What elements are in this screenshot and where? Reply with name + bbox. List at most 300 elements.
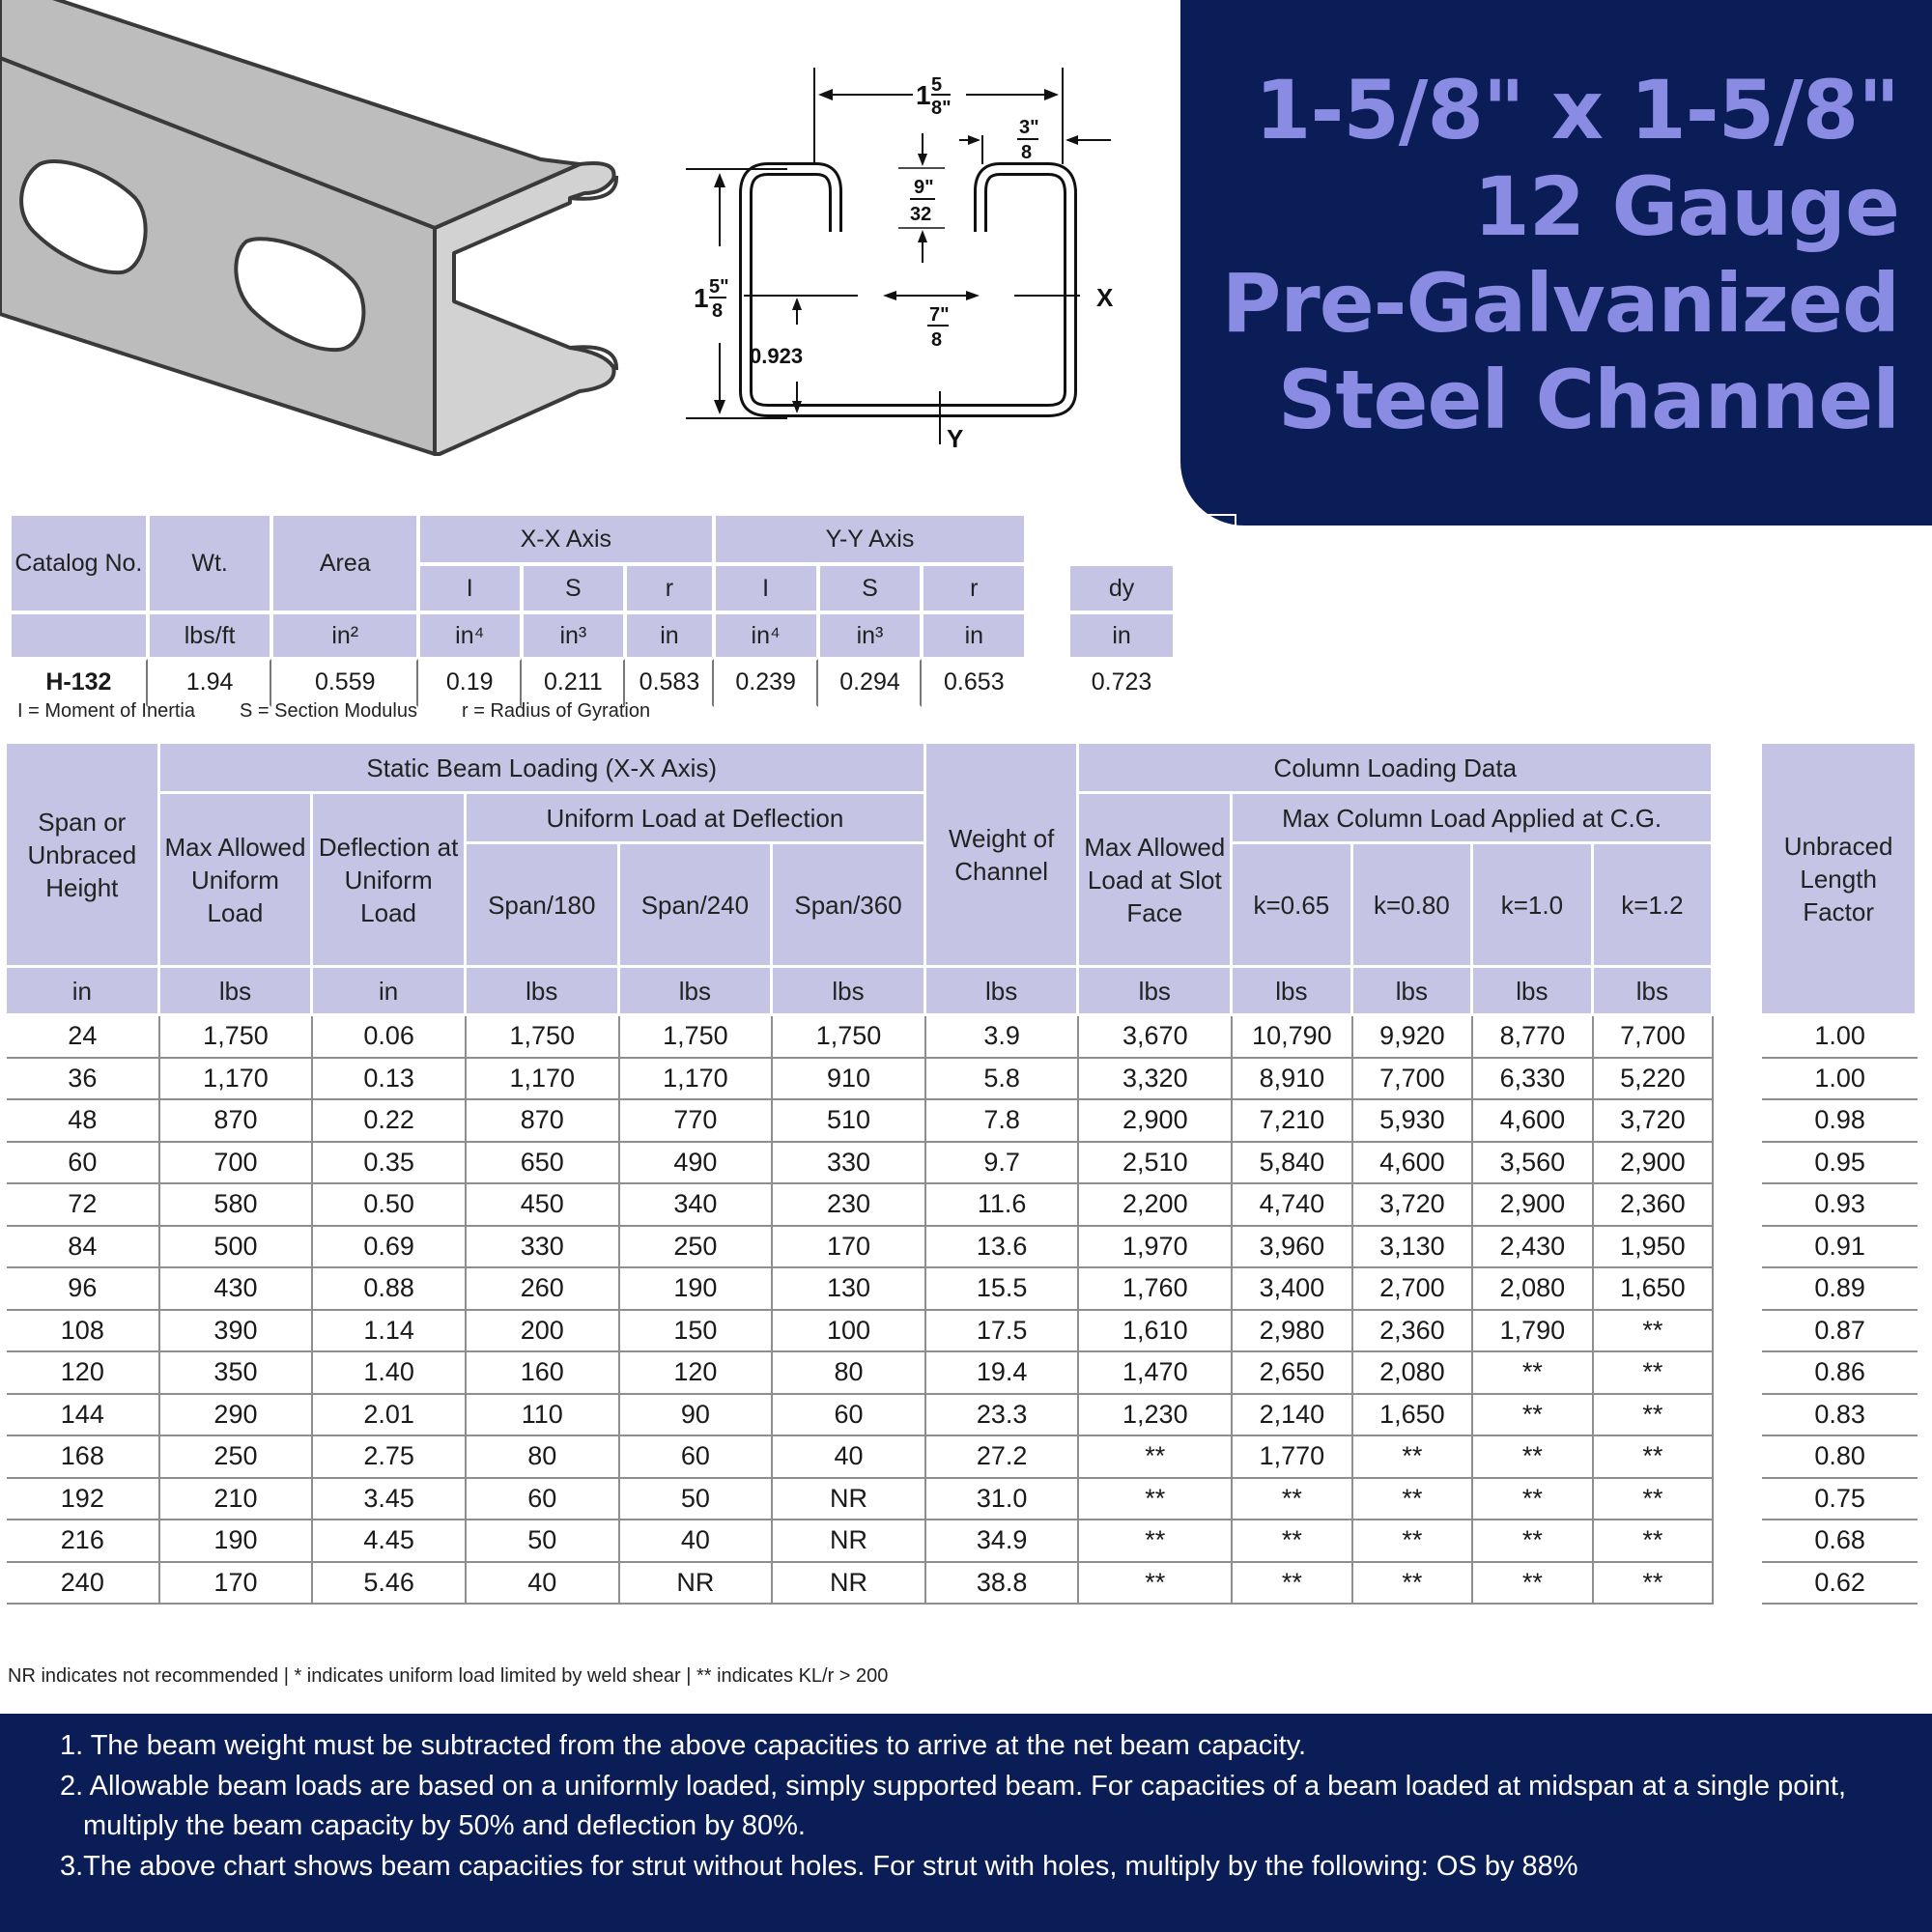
cell-deflection: 3.45 xyxy=(313,1479,467,1521)
cell-xx-r: 0.583 xyxy=(625,659,713,707)
cell-k10: 4,600 xyxy=(1473,1100,1594,1143)
cell-span: 24 xyxy=(7,1016,160,1059)
table-row xyxy=(7,1268,1918,1311)
cell-area: 0.559 xyxy=(271,659,417,707)
unit-yy-s: in³ xyxy=(818,612,923,659)
header-unbraced-factor: Unbraced Length Factor xyxy=(1762,744,1918,1016)
cell-k065: 3,960 xyxy=(1233,1227,1353,1269)
header-xx-r: r xyxy=(625,564,713,612)
table-row xyxy=(7,1352,1918,1395)
cell-span-360: 330 xyxy=(773,1143,926,1185)
cell-max-slot: 3,670 xyxy=(1079,1016,1233,1059)
cell-max-uniform: 250 xyxy=(160,1436,314,1479)
cell-deflection: 2.75 xyxy=(313,1436,467,1479)
cell-k10: 2,430 xyxy=(1473,1227,1594,1269)
cell-k12: ** xyxy=(1594,1311,1715,1353)
y-axis-label: Y xyxy=(947,424,964,453)
cell-deflection: 0.50 xyxy=(313,1184,467,1227)
cell-k080: 7,700 xyxy=(1353,1059,1474,1101)
cell-max-uniform: 290 xyxy=(160,1395,314,1437)
unit-xx-s: in³ xyxy=(522,612,626,659)
cell-span: 120 xyxy=(7,1352,160,1395)
cell-k10: ** xyxy=(1473,1436,1594,1479)
cell-k10: 1,790 xyxy=(1473,1311,1594,1353)
cell-unbraced-factor: 1.00 xyxy=(1762,1016,1918,1059)
unit-span-360: lbs xyxy=(773,968,926,1016)
cell-k080: ** xyxy=(1353,1520,1474,1563)
table-row xyxy=(7,1563,1918,1605)
column-gap xyxy=(1714,1268,1762,1311)
cell-k080: ** xyxy=(1353,1563,1474,1605)
cell-unbraced-factor: 0.86 xyxy=(1762,1352,1918,1395)
unit-max-uniform: lbs xyxy=(160,968,314,1016)
title-line-1: 1-5/8" x 1-5/8" xyxy=(1255,63,1899,157)
header-yy-s: S xyxy=(818,564,923,612)
cell-k065: 7,210 xyxy=(1233,1100,1353,1143)
cell-span-180: 40 xyxy=(467,1563,620,1605)
cell-weight: 11.6 xyxy=(926,1184,1080,1227)
width-label-whole: 1 xyxy=(916,80,931,110)
cell-max-uniform: 700 xyxy=(160,1143,314,1185)
header-weight-channel: Weight of Channel xyxy=(926,744,1080,968)
cell-k12: ** xyxy=(1594,1395,1715,1437)
cell-k12: ** xyxy=(1594,1352,1715,1395)
cell-max-uniform: 580 xyxy=(160,1184,314,1227)
cell-k065: 2,140 xyxy=(1233,1395,1353,1437)
cell-deflection: 0.88 xyxy=(313,1268,467,1311)
cell-deflection: 1.40 xyxy=(313,1352,467,1395)
unit-k080: lbs xyxy=(1353,968,1474,1016)
inner-label-num: 7" xyxy=(929,304,950,326)
channel-cross-section-diagram xyxy=(686,58,1130,464)
cell-unbraced-factor: 0.80 xyxy=(1762,1436,1918,1479)
table-row xyxy=(7,1016,1918,1059)
cell-unbraced-factor: 0.91 xyxy=(1762,1227,1918,1269)
column-gap xyxy=(1714,1436,1762,1479)
width-label-den: 8" xyxy=(931,98,952,119)
table-row xyxy=(7,1479,1918,1521)
cell-span: 36 xyxy=(7,1059,160,1101)
cell-k12: 5,220 xyxy=(1594,1059,1715,1101)
cell-k065: 10,790 xyxy=(1233,1016,1353,1059)
cell-span: 108 xyxy=(7,1311,160,1353)
cell-span: 216 xyxy=(7,1520,160,1563)
slot-label-num: 3" xyxy=(1019,117,1039,138)
cell-xx-s: 0.211 xyxy=(522,659,626,707)
column-gap xyxy=(1714,1395,1762,1437)
header-column-loading: Column Loading Data xyxy=(1079,744,1714,794)
unit-k12: lbs xyxy=(1594,968,1715,1016)
cell-deflection: 2.01 xyxy=(313,1395,467,1437)
loading-table-body xyxy=(7,1016,1918,1605)
cell-span-360: 230 xyxy=(773,1184,926,1227)
cell-k065: ** xyxy=(1233,1520,1353,1563)
cell-span-360: NR xyxy=(773,1520,926,1563)
note-2-cont: multiply the beam capacity by 50% and deflection by 80%. xyxy=(83,1810,806,1841)
cell-k10: ** xyxy=(1473,1395,1594,1437)
header-span: Span or Unbraced Height xyxy=(7,744,160,968)
cell-span-360: 100 xyxy=(773,1311,926,1353)
cell-catalog: H-132 xyxy=(10,659,148,707)
column-gap xyxy=(1714,1143,1762,1185)
cell-deflection: 0.06 xyxy=(313,1016,467,1059)
cell-max-slot: 1,470 xyxy=(1079,1352,1233,1395)
column-gap xyxy=(1714,1352,1762,1395)
cell-k10: 2,900 xyxy=(1473,1184,1594,1227)
cell-k080: 9,920 xyxy=(1353,1016,1474,1059)
cell-span-240: 340 xyxy=(620,1184,774,1227)
cell-weight: 13.6 xyxy=(926,1227,1080,1269)
cell-unbraced-factor: 0.62 xyxy=(1762,1563,1918,1605)
cell-span-180: 110 xyxy=(467,1395,620,1437)
cell-k12: 2,360 xyxy=(1594,1184,1715,1227)
header-k080: k=0.80 xyxy=(1353,844,1474,968)
title-block xyxy=(1180,0,1932,526)
cell-max-uniform: 1,750 xyxy=(160,1016,314,1059)
cell-span-240: 90 xyxy=(620,1395,774,1437)
header-span-180: Span/180 xyxy=(467,844,620,968)
cell-span-240: 490 xyxy=(620,1143,774,1185)
cell-max-uniform: 430 xyxy=(160,1268,314,1311)
header-span-360: Span/360 xyxy=(773,844,926,968)
cell-max-slot: 1,610 xyxy=(1079,1311,1233,1353)
cell-span-180: 80 xyxy=(467,1436,620,1479)
header-dy: dy xyxy=(1068,564,1175,612)
cell-span: 168 xyxy=(7,1436,160,1479)
unit-span: in xyxy=(7,968,160,1016)
note-1: 1. The beam weight must be subtracted from the above capacities to arrive at the net beam capacity. xyxy=(60,1730,1307,1761)
cell-span: 60 xyxy=(7,1143,160,1185)
cell-span-240: 1,170 xyxy=(620,1059,774,1101)
cell-span-240: 60 xyxy=(620,1436,774,1479)
cell-deflection: 5.46 xyxy=(313,1563,467,1605)
unit-weight: lbs/ft xyxy=(148,612,272,659)
cell-k080: 2,360 xyxy=(1353,1311,1474,1353)
height-label-whole: 1 xyxy=(694,283,709,313)
cell-k080: 3,720 xyxy=(1353,1184,1474,1227)
cell-deflection: 0.35 xyxy=(313,1143,467,1185)
cell-xx-i: 0.19 xyxy=(418,659,522,707)
cell-span-240: NR xyxy=(620,1563,774,1605)
section-properties-table xyxy=(10,514,1236,707)
cell-k080: ** xyxy=(1353,1436,1474,1479)
cell-unbraced-factor: 0.98 xyxy=(1762,1100,1918,1143)
cell-unbraced-factor: 0.68 xyxy=(1762,1520,1918,1563)
cell-max-slot: 2,510 xyxy=(1079,1143,1233,1185)
width-label-num: 5 xyxy=(931,74,943,96)
header-xx-i: I xyxy=(418,564,522,612)
cell-span-360: 40 xyxy=(773,1436,926,1479)
cell-k12: 2,900 xyxy=(1594,1143,1715,1185)
note-3: 3.The above chart shows beam capacities for strut without holes. For strut with holes, multiply by the following: OS by 88% xyxy=(60,1851,1578,1882)
cell-k065: ** xyxy=(1233,1479,1353,1521)
cell-k080: 3,130 xyxy=(1353,1227,1474,1269)
unit-area: in² xyxy=(271,612,417,659)
title-line-2: 12 Gauge xyxy=(1473,159,1899,254)
unit-xx-r: in xyxy=(625,612,713,659)
cell-k10: 2,080 xyxy=(1473,1268,1594,1311)
column-gap xyxy=(1714,1227,1762,1269)
cell-k10: ** xyxy=(1473,1563,1594,1605)
cell-k065: 2,650 xyxy=(1233,1352,1353,1395)
table-row xyxy=(7,1227,1918,1269)
cell-span-180: 50 xyxy=(467,1520,620,1563)
cell-max-uniform: 350 xyxy=(160,1352,314,1395)
column-gap xyxy=(1714,1520,1762,1563)
cell-span-180: 60 xyxy=(467,1479,620,1521)
lip-label-den: 32 xyxy=(910,204,932,225)
header-k065: k=0.65 xyxy=(1233,844,1353,968)
title-line-3: Pre-Galvanized xyxy=(1221,256,1899,351)
unit-xx-i: in⁴ xyxy=(418,612,522,659)
cell-k065: 5,840 xyxy=(1233,1143,1353,1185)
slot-label-den: 8 xyxy=(1021,142,1033,163)
unit-yy-r: in xyxy=(922,612,1026,659)
cell-k10: ** xyxy=(1473,1520,1594,1563)
cell-weight: 17.5 xyxy=(926,1311,1080,1353)
table-row xyxy=(7,1059,1918,1101)
cell-span-240: 770 xyxy=(620,1100,774,1143)
cell-max-slot: 2,200 xyxy=(1079,1184,1233,1227)
cell-k12: 1,650 xyxy=(1594,1268,1715,1311)
header-area: Area xyxy=(271,514,417,612)
cell-max-uniform: 500 xyxy=(160,1227,314,1269)
legend-modulus: S = Section Modulus xyxy=(240,700,417,722)
cell-unbraced-factor: 0.75 xyxy=(1762,1479,1918,1521)
cell-k12: ** xyxy=(1594,1563,1715,1605)
column-gap xyxy=(1714,1184,1762,1227)
cell-k12: ** xyxy=(1594,1520,1715,1563)
cell-k080: 5,930 xyxy=(1353,1100,1474,1143)
cell-k12: ** xyxy=(1594,1479,1715,1521)
cell-deflection: 0.69 xyxy=(313,1227,467,1269)
header-max-column-cg: Max Column Load Applied at C.G. xyxy=(1233,794,1714,844)
cell-max-slot: 2,900 xyxy=(1079,1100,1233,1143)
cell-max-uniform: 1,170 xyxy=(160,1059,314,1101)
legend-gyration: r = Radius of Gyration xyxy=(462,700,651,722)
unit-weight-channel: lbs xyxy=(926,968,1080,1016)
cell-unbraced-factor: 0.89 xyxy=(1762,1268,1918,1311)
header-deflection: Deflection at Uniform Load xyxy=(313,794,467,968)
header-uniform-deflection: Uniform Load at Deflection xyxy=(467,794,926,844)
cell-k080: 4,600 xyxy=(1353,1143,1474,1185)
cell-k10: ** xyxy=(1473,1352,1594,1395)
cell-span: 192 xyxy=(7,1479,160,1521)
cell-k080: ** xyxy=(1353,1479,1474,1521)
cell-span: 240 xyxy=(7,1563,160,1605)
cell-k065: 3,400 xyxy=(1233,1268,1353,1311)
unit-yy-i: in⁴ xyxy=(714,612,818,659)
cell-span-180: 200 xyxy=(467,1311,620,1353)
cell-k10: 8,770 xyxy=(1473,1016,1594,1059)
x-axis-label: X xyxy=(1096,283,1114,312)
table-row xyxy=(7,1436,1918,1479)
cell-max-slot: ** xyxy=(1079,1520,1233,1563)
cell-span-240: 1,750 xyxy=(620,1016,774,1059)
column-gap xyxy=(1714,1479,1762,1521)
cell-k10: 6,330 xyxy=(1473,1059,1594,1101)
cell-span-180: 330 xyxy=(467,1227,620,1269)
cell-yy-s: 0.294 xyxy=(818,659,923,707)
cell-yy-r: 0.653 xyxy=(922,659,1026,707)
cell-span-360: 170 xyxy=(773,1227,926,1269)
cell-k10: 3,560 xyxy=(1473,1143,1594,1185)
cell-span-360: 130 xyxy=(773,1268,926,1311)
cell-unbraced-factor: 1.00 xyxy=(1762,1059,1918,1101)
cell-max-slot: 1,230 xyxy=(1079,1395,1233,1437)
column-gap xyxy=(1714,1100,1762,1143)
cell-span-180: 450 xyxy=(467,1184,620,1227)
cell-deflection: 0.22 xyxy=(313,1100,467,1143)
cell-k065: 8,910 xyxy=(1233,1059,1353,1101)
cell-k065: 2,980 xyxy=(1233,1311,1353,1353)
cell-span-180: 1,750 xyxy=(467,1016,620,1059)
cell-k065: 4,740 xyxy=(1233,1184,1353,1227)
table-row xyxy=(7,1520,1918,1563)
cell-max-uniform: 190 xyxy=(160,1520,314,1563)
header-yy-r: r xyxy=(922,564,1026,612)
cell-deflection: 0.13 xyxy=(313,1059,467,1101)
cell-unbraced-factor: 0.95 xyxy=(1762,1143,1918,1185)
cell-span: 84 xyxy=(7,1227,160,1269)
cell-span-180: 160 xyxy=(467,1352,620,1395)
unit-span-240: lbs xyxy=(620,968,774,1016)
header-yy-axis: Y-Y Axis xyxy=(714,514,1027,564)
cell-k080: 1,650 xyxy=(1353,1395,1474,1437)
cell-k080: 2,700 xyxy=(1353,1268,1474,1311)
unit-deflection: in xyxy=(313,968,467,1016)
height-label-den: 8 xyxy=(712,300,724,322)
unit-dy: in xyxy=(1068,612,1175,659)
cell-weight: 34.9 xyxy=(926,1520,1080,1563)
cell-span-360: NR xyxy=(773,1563,926,1605)
cell-span-180: 650 xyxy=(467,1143,620,1185)
cell-max-slot: 3,320 xyxy=(1079,1059,1233,1101)
cell-weight: 23.3 xyxy=(926,1395,1080,1437)
cell-span-240: 150 xyxy=(620,1311,774,1353)
cell-span: 72 xyxy=(7,1184,160,1227)
cell-max-slot: 1,970 xyxy=(1079,1227,1233,1269)
cell-max-slot: 1,760 xyxy=(1079,1268,1233,1311)
unit-k065: lbs xyxy=(1233,968,1353,1016)
cell-unbraced-factor: 0.87 xyxy=(1762,1311,1918,1353)
cell-weight: 5.8 xyxy=(926,1059,1080,1101)
cell-span-360: 60 xyxy=(773,1395,926,1437)
table-row xyxy=(7,1184,1918,1227)
header-weight: Wt. xyxy=(148,514,272,612)
header-static-beam: Static Beam Loading (X-X Axis) xyxy=(160,744,926,794)
cell-k10: ** xyxy=(1473,1479,1594,1521)
column-gap xyxy=(1714,1563,1762,1605)
cell-span-240: 50 xyxy=(620,1479,774,1521)
cell-k080: 2,080 xyxy=(1353,1352,1474,1395)
table-row xyxy=(7,1311,1918,1353)
cell-weight: 1.94 xyxy=(148,659,272,707)
channel-illustration xyxy=(0,0,638,483)
cell-k12: 1,950 xyxy=(1594,1227,1715,1269)
header-k10: k=1.0 xyxy=(1473,844,1594,968)
cell-span-240: 250 xyxy=(620,1227,774,1269)
centroid-label: 0.923 xyxy=(750,344,804,368)
cell-weight: 3.9 xyxy=(926,1016,1080,1059)
legend-inertia: I = Moment of Inertia xyxy=(17,700,195,722)
header-catalog: Catalog No. xyxy=(10,514,148,612)
loading-table xyxy=(7,744,1918,1605)
header-yy-i: I xyxy=(714,564,818,612)
header-xx-s: S xyxy=(522,564,626,612)
cell-max-uniform: 390 xyxy=(160,1311,314,1353)
cell-max-slot: ** xyxy=(1079,1436,1233,1479)
cell-unbraced-factor: 0.93 xyxy=(1762,1184,1918,1227)
cell-k12: 7,700 xyxy=(1594,1016,1715,1059)
cell-span: 96 xyxy=(7,1268,160,1311)
cell-k12: 3,720 xyxy=(1594,1100,1715,1143)
cell-span-360: 80 xyxy=(773,1352,926,1395)
cell-weight: 27.2 xyxy=(926,1436,1080,1479)
title-line-4: Steel Channel xyxy=(1277,353,1899,447)
cell-span-360: 510 xyxy=(773,1100,926,1143)
cell-max-slot: ** xyxy=(1079,1479,1233,1521)
cell-span-240: 40 xyxy=(620,1520,774,1563)
cell-span: 144 xyxy=(7,1395,160,1437)
unit-span-180: lbs xyxy=(467,968,620,1016)
cell-span-180: 1,170 xyxy=(467,1059,620,1101)
cell-deflection: 1.14 xyxy=(313,1311,467,1353)
cell-weight: 9.7 xyxy=(926,1143,1080,1185)
cell-weight: 19.4 xyxy=(926,1352,1080,1395)
cell-deflection: 4.45 xyxy=(313,1520,467,1563)
column-gap xyxy=(1714,1059,1762,1101)
note-2: 2. Allowable beam loads are based on a uniformly loaded, simply supported beam. For capacities of a beam loaded at midspan at a single point, xyxy=(60,1771,1847,1802)
table-row xyxy=(7,1100,1918,1143)
cell-k12: ** xyxy=(1594,1436,1715,1479)
cell-max-uniform: 210 xyxy=(160,1479,314,1521)
header-span-240: Span/240 xyxy=(620,844,774,968)
cell-span-180: 870 xyxy=(467,1100,620,1143)
cell-span: 48 xyxy=(7,1100,160,1143)
cell-span-360: 1,750 xyxy=(773,1016,926,1059)
table-row xyxy=(7,1143,1918,1185)
cell-weight: 31.0 xyxy=(926,1479,1080,1521)
cell-max-uniform: 170 xyxy=(160,1563,314,1605)
cell-span-240: 120 xyxy=(620,1352,774,1395)
cell-unbraced-factor: 0.83 xyxy=(1762,1395,1918,1437)
cell-weight: 7.8 xyxy=(926,1100,1080,1143)
height-label-num: 5" xyxy=(709,276,729,298)
lip-label-num: 9" xyxy=(914,177,934,198)
cell-weight: 15.5 xyxy=(926,1268,1080,1311)
inner-label-den: 8 xyxy=(931,329,943,351)
notes-panel xyxy=(0,1714,1932,1932)
cell-span-360: 910 xyxy=(773,1059,926,1101)
cell-max-slot: ** xyxy=(1079,1563,1233,1605)
header-max-slot: Max Allowed Load at Slot Face xyxy=(1079,794,1233,968)
cell-max-uniform: 870 xyxy=(160,1100,314,1143)
column-gap xyxy=(1714,1311,1762,1353)
cell-dy: 0.723 xyxy=(1068,659,1175,707)
header-xx-axis: X-X Axis xyxy=(418,514,714,564)
cell-span-180: 260 xyxy=(467,1268,620,1311)
cell-yy-i: 0.239 xyxy=(714,659,818,707)
header-k12: k=1.2 xyxy=(1594,844,1715,968)
cell-span-360: NR xyxy=(773,1479,926,1521)
header-max-uniform: Max Allowed Uniform Load xyxy=(160,794,314,968)
column-gap xyxy=(1714,1016,1762,1059)
cell-weight: 38.8 xyxy=(926,1563,1080,1605)
table-row xyxy=(7,1395,1918,1437)
cell-k065: 1,770 xyxy=(1233,1436,1353,1479)
unit-max-slot: lbs xyxy=(1079,968,1233,1016)
